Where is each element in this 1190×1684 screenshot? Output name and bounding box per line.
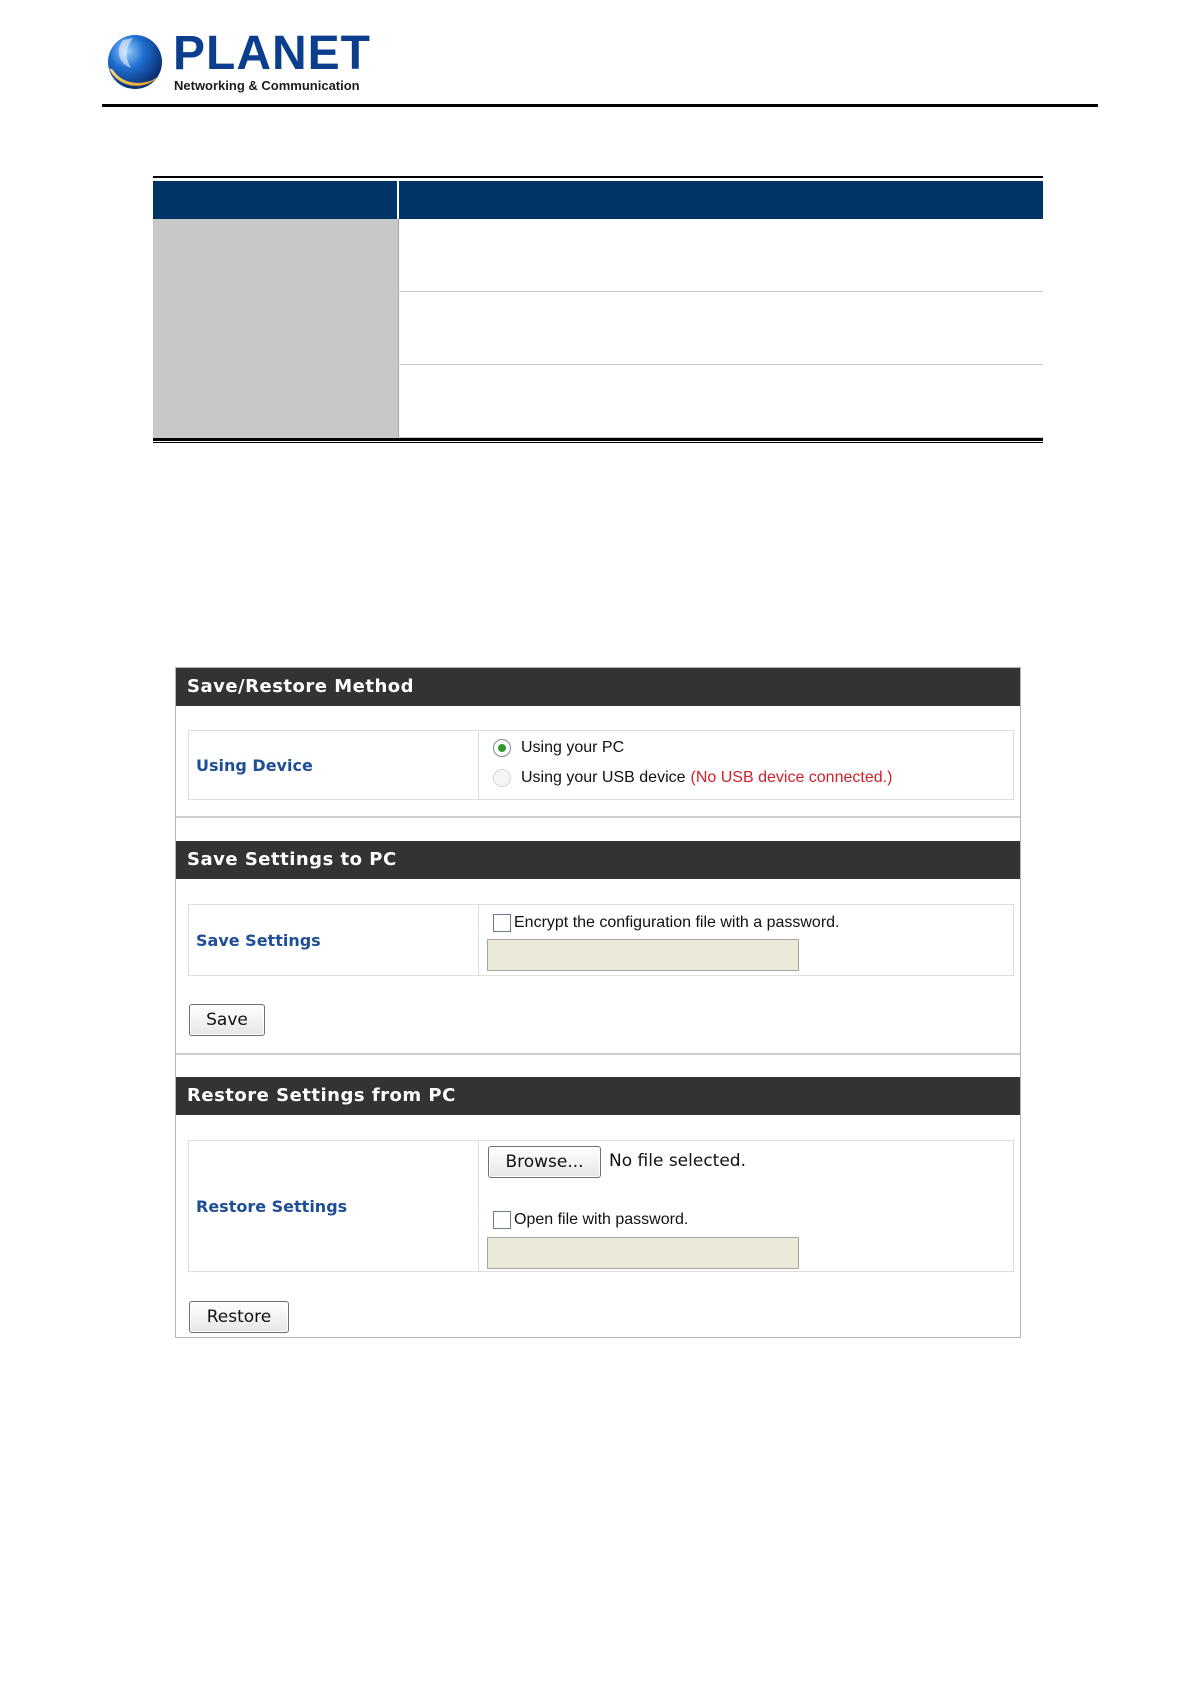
doc-table [153, 176, 1043, 443]
section-title-save-restore-method: Save/Restore Method [176, 668, 1020, 706]
save-password-input[interactable] [487, 939, 799, 971]
restore-settings-field [479, 1141, 1013, 1271]
doc-table-header [153, 181, 1043, 219]
section-title-restore-settings: Restore Settings from PC [176, 1077, 1020, 1115]
browse-button[interactable]: Browse... [488, 1146, 601, 1178]
restore-settings-row [188, 1140, 1014, 1272]
file-status-text: No file selected. [609, 1151, 746, 1171]
open-with-password-option[interactable] [493, 1211, 688, 1229]
doc-table-row-label [153, 365, 399, 437]
doc-table-row [153, 365, 1043, 438]
doc-table-top-rule [153, 176, 1043, 178]
brand-name: PLANET [173, 27, 371, 80]
option-using-usb-label: Using your USB device [521, 769, 686, 786]
save-button[interactable]: Save [189, 1004, 265, 1036]
section-separator [176, 1053, 1020, 1055]
using-device-options [479, 731, 1013, 799]
doc-table-header-description [399, 181, 1043, 219]
radio-using-usb [493, 769, 511, 787]
doc-table-bottom-rule [153, 438, 1043, 443]
save-settings-field [479, 905, 1013, 975]
brand-tagline: Networking & Communication [174, 78, 360, 93]
radio-using-pc[interactable] [493, 739, 511, 757]
encrypt-option[interactable] [493, 914, 840, 932]
option-using-usb [493, 769, 892, 787]
option-using-pc[interactable] [493, 739, 624, 757]
planet-logo [103, 27, 371, 96]
globe-logo-icon [103, 32, 163, 92]
encrypt-checkbox[interactable] [493, 914, 511, 932]
usb-status-warning: (No USB device connected.) [690, 769, 893, 786]
doc-table-row-description [399, 365, 1043, 437]
encrypt-checkbox-label: Encrypt the configuration file with a password. [514, 914, 840, 931]
doc-table-row-description [399, 292, 1043, 364]
restore-settings-label: Restore Settings [189, 1141, 479, 1271]
backup-restore-panel [175, 667, 1021, 1338]
doc-table-row [153, 292, 1043, 365]
doc-table-row-label [153, 292, 399, 364]
open-with-password-label: Open file with password. [514, 1211, 689, 1228]
save-settings-row [188, 904, 1014, 976]
section-title-save-settings: Save Settings to PC [176, 841, 1020, 879]
doc-table-row-description [399, 219, 1043, 291]
save-settings-label: Save Settings [189, 905, 479, 975]
open-with-password-checkbox[interactable] [493, 1211, 511, 1229]
using-device-label: Using Device [189, 731, 479, 799]
doc-table-header-object [153, 181, 399, 219]
doc-table-row [153, 219, 1043, 292]
doc-table-row-label [153, 219, 399, 291]
restore-password-input[interactable] [487, 1237, 799, 1269]
section-separator [176, 816, 1020, 818]
restore-button[interactable]: Restore [189, 1301, 289, 1333]
using-device-row [188, 730, 1014, 800]
option-using-pc-label: Using your PC [521, 739, 625, 756]
header-divider [102, 104, 1098, 107]
